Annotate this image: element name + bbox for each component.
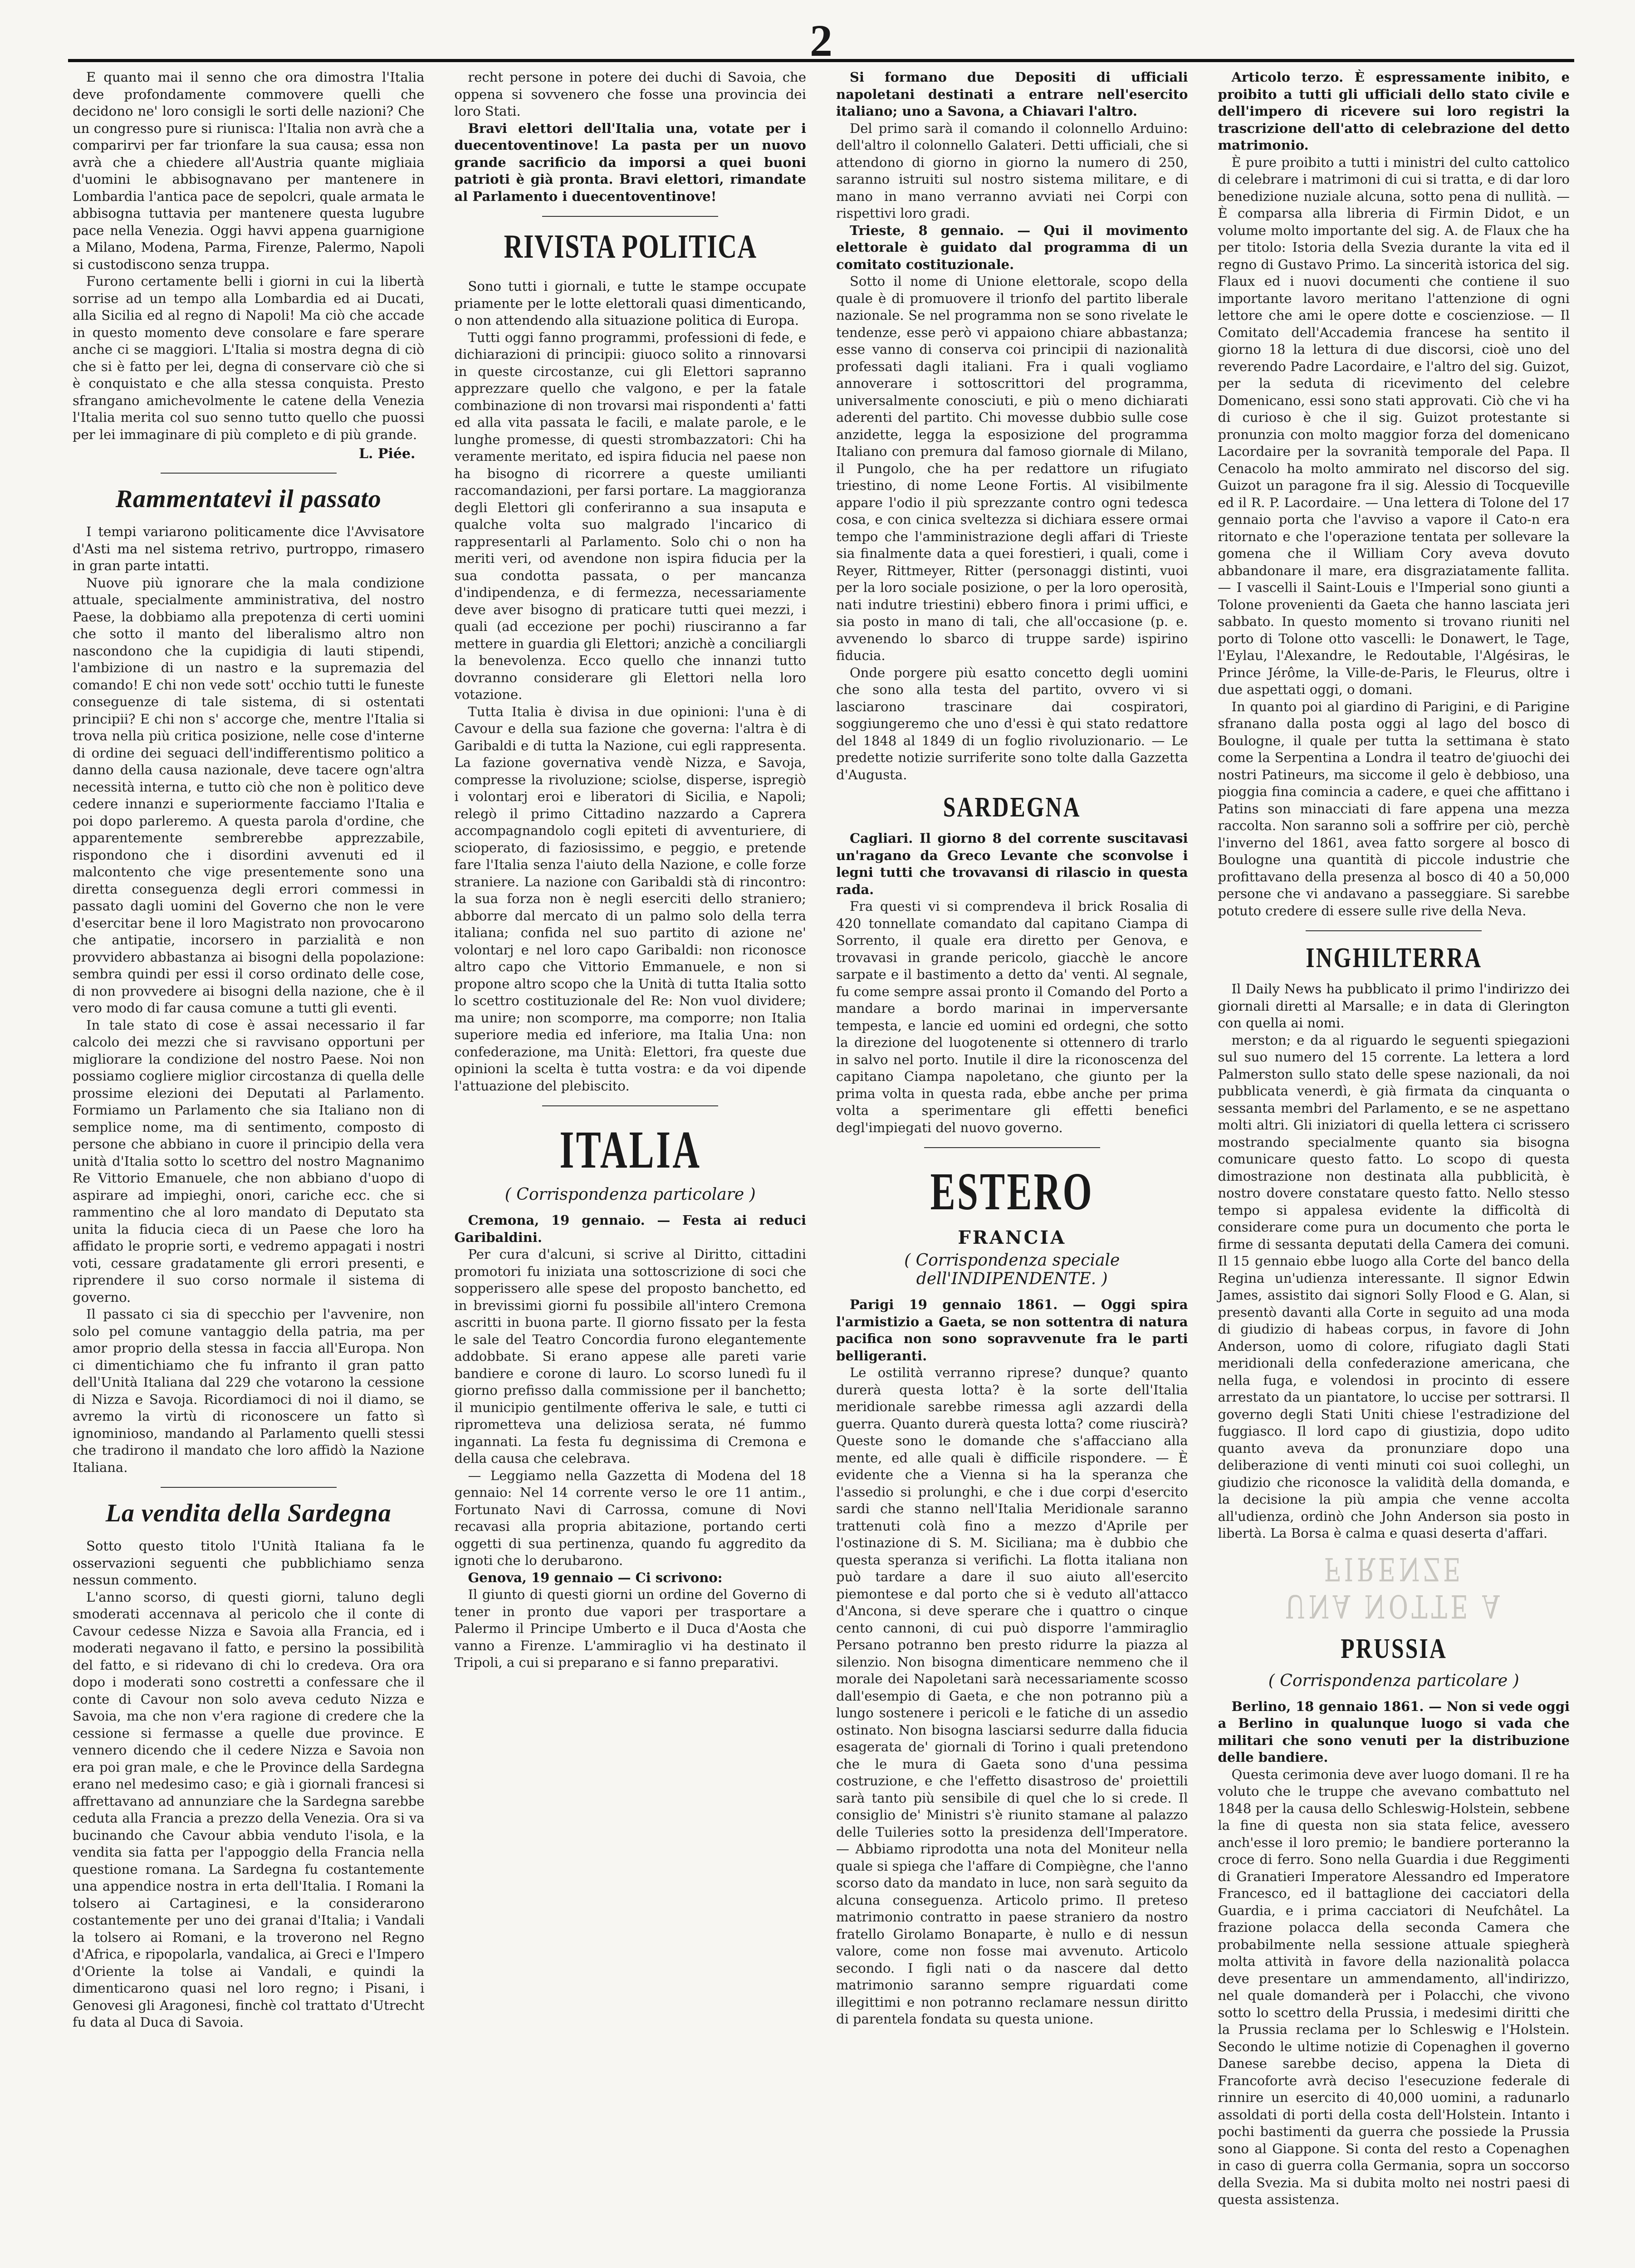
headline-inghilterra: INGHILTERRA: [1305, 943, 1482, 973]
divider: [924, 1147, 1100, 1148]
inghilterra-lead: Il Daily News ha pubblicato il primo l'indirizzo dei giornali diretti al Marsalle; e in data di Glerington con quella ai nomi.: [1218, 981, 1570, 1031]
col4-top-text: Articolo terzo. È espressamente inibito, e proibito a tutti gli ufficiali dello stato civile e dell'impero di ricevere sui loro registri la trascrizione dell'atto di celebrazione del detto matrimonio.: [1218, 69, 1570, 153]
body-text: Nuove più ignorare che la mala condizione attuale, specialmente amministrativa, del nostro Paese, la dobbiamo alla prepotenza di certi uomini che sotto il manto del liberalismo altro non nascondono che la cupidigia di lauti stipendi, l'ambizione di un nastro e la supremazia del comando! E chi non vede sott' occhio tutti le funeste conseguenze di tale sistema, di si ostentati principii? E chi non s' accorge che, mentre l'Italia si trova nella più critica posizione, nelle cose d'interne di ordine dei seguaci dell'indifferentismo politico a danno della causa nazionale, deve tacere ogn'altra necessità interna, e tutto ciò che non è politico deve cedere innanzi e superiormente facciamo l'Italia e poi dopo parleremo. A questa parola d'ordine, che apparentemente sembrerebbe apprezzabile, rispondono che i disordini avvenuti ed il malcontento che vige presentemente sono una diretta conseguenza degli errori commessi in passato dagli uomini del Governo che non le vere d'esercitar bene il loro Magistrato non provocarono che antipatie, incorsero in parzialità e non provvidero abbastanza ai bisogni della popolazione: sembra quindi per essi il corso ordinato delle cose, di non provvedere ai bisogni della nazione, che è il vero modo di far causa comune a tutti gli eventi.: [73, 575, 425, 1016]
body-text: — Leggiamo nella Gazzetta di Modena del 18 gennaio: Nel 14 corrente verso le ore 11 antim., Fortunato Navi di Carrossa, comune di Novi recavasi alla propria abitazione, portando certi oggetti di sua pertinenza, quando fu aggredito da ignoti che lo derubarono.: [454, 1467, 806, 1568]
column-1: [68, 69, 429, 2268]
columns: [68, 69, 1574, 2268]
divider: [542, 216, 718, 217]
divider: [1306, 930, 1482, 931]
body-text: Questa cerimonia deve aver luogo domani. Il re ha voluto che le truppe che avevano combattuto nel 1848 per la causa dello Schleswig-Holstein, sebbene la fine di questa non sia stata felice, avessero anch'esse il loro premio; le bandiere porteranno la croce di ferro. Sono nella Guardia i due Reggimenti di Granatieri Imperatore Alessandro ed Imperatore Francesco, ed il battaglione dei cacciatori della Guardia, e i prima cacciatori di Neufchâtel. La frazione polacca della seconda Camera che probabilmente nella sessione attuale spiegherà molta attività in favore della nazionalità polacca deve presentare un ammendamento, all'indirizzo, nel quale domanderà per i Polacchi, che vivono sotto lo scettro della Prussia, i medesimi diritti che la Prussia reclama per lo Schleswig e l'Holstein. Secondo le ultime notizie di Copenaghen il governo Danese sarebbe deciso, appena la Dieta di Francoforte avrà deciso l'esecuzione federale di rinnire un esercito di 40,000 uomini, a radunarlo assoldati di porti della costa dell'Holstein. Intanto i pochi bastimenti da guerra che possiede la Prussia sono al Giappone. Si conta del resto a Copenaghen in caso di guerra colla Germania, sopra un soccorso della Svezia. Ma si dubita molto nei nostri paesi di questa assistenza.: [1218, 1766, 1570, 2207]
vendita-lead: Sotto questo titolo l'Unità Italiana fa le osservazioni seguenti che pubblichiamo senza nessun commento.: [73, 1538, 425, 1588]
headline-sardegna: SARDEGNA: [943, 792, 1081, 823]
francia-subtitle: ( Corrispondenza speciale dell'INDIPENDENTE. ): [904, 1251, 1120, 1288]
headline-italia: ITALIA: [559, 1120, 701, 1179]
page-number: 2: [810, 15, 832, 66]
column-3: [832, 69, 1193, 2268]
headline-prussia: PRUSSIA: [1340, 1633, 1447, 1664]
prussia-subtitle: ( Corrispondenza particolare ): [1268, 1671, 1519, 1690]
newspaper-page: [68, 15, 1574, 2268]
body-text: In tale stato di cose è assai necessario il far calcolo dei mezzi che si ravvisano opportuni per migliorare la condizione del nostro Paese. Noi non possiamo cogliere miglior circostanza di quella delle prossime elezioni dei Deputati al Parlamento. Formiamo un Parlamento che sia Italiano non di semplice nome, ma di sentimento, composto di persone che abbiano in cuore il principio della vera unità d'Italia sotto lo scettro del nostro Magnanimo Re Vittorio Emanuele, che non abbiano d'uopo di aspirare ad impieghi, onori, cariche ecc. che si rammentino che al loro mandato di Deputato sta unita la fiducia cieca di un Paese che loro ha affidato le proprie sorti, e vedremo appagati i nostri voti, cessare gradatamente gli errori presenti, e riprendere il suo corso normale il sistema di governo.: [73, 1017, 425, 1305]
body-text: Il passato ci sia di specchio per l'avvenire, non solo pel comune vantaggio della patria, ma per amor proprio della stessa in faccia all'Europa. Non ci dimentichiamo che fu infranto il gran patto dell'Unità Italiana dal 229 che votarono la cessione di Nizza e Savoja. Ricordiamoci di noi il diamo, se avremo la virtù di riconoscere un fatto sì ignominioso, mandando al Parlamento quelli stessi che tradirono il mandato che loro affidò la Nazione Italiana.: [73, 1306, 425, 1475]
signature: L. Piée.: [358, 446, 416, 462]
dateline-parigi: Parigi 19 gennaio 1861. — Oggi spira l'armistizio a Gaeta, se non sottentra di natura pacifica non sono sopravvenute fra le parti belligeranti.: [836, 1297, 1188, 1364]
col3-top-text: Si formano due Depositi di ufficiali napoletani destinati a entrare nell'esercito italiano; uno a Savona, a Chiavari l'altro.: [836, 69, 1188, 119]
headline-rivista-politica: RIVISTA POLITICA: [504, 228, 757, 265]
rivista-lead: Sono tutti i giornali, e tutte le stampe occupate priamente per le lotte elettorali quasi dimenticando, o non attendendo alla situazione politica di Europa.: [454, 279, 806, 328]
body-text: Tutti oggi fanno programmi, professioni di fede, e dichiarazioni di principii: giuoco solito a rinnovarsi in queste circostanze, cui gli Elettori sapranno apprezzare quello che valgono, e per la fatale combinazione di non trovarsi mai rispondenti a' fatti ed alla vita passata le facili, e malate parole, e le lunghe promesse, di questi strombazzatori: Chi ha veramente meritato, ed ispira fiducia nel paese non ha bisogno di ricorrere a queste umilianti raccomandazioni, per farsi portare. La maggioranza degli Elettori gli conferiranno a sua insaputa e qualche volta suo malgrado l'incarico di rappresentarli al Parlamento. Solo chi o non ha meriti veri, od avendone non ispira fiducia per la sua condotta passata, o per mancanza d'indipendenza, e di fermezza, necessariamente deve aver bisogno di praticare tutti quei mezzi, i quali (ad eccezione per pochi) riusciranno a far mettere in guardia gli Elettori; anzichè a conciliargli la benevolenza. Ecco quello che innanzi tutto dovranno considerare gli Elettori nella loro votazione.: [454, 329, 806, 702]
dateline-genova: Genova, 19 gennaio — Ci scrivono:: [468, 1569, 723, 1585]
body-text: In quanto poi al giardino di Parigini, e di Parigine sfranano dalla posta oggi al lago del bosco di Boulogne, il quale per tutta la settimana è stato come la Serpentina a Londra il teatro de'giuochi dei nostri Patineurs, ma siccome il gelo è debbioso, una pioggia fina comincia a cadere, e quei che affittano i Patins son minacciati di fare appena una mezza raccolta. Non saranno soli a soffrire per ciò, perchè l'inverno del 1861, avea fatto sorgere al bosco di Boulogne una quantità di piccole industrie che profittavano della presenza al bosco di 40 a 50,000 persone che vi andavano a passeggiare. Si sarebbe potuto credere di essere sulle rive della Neva.: [1218, 699, 1570, 919]
divider: [161, 473, 337, 474]
faded-bleedthrough-text: UNA NOTTE A FIRENZE: [1285, 1550, 1503, 1625]
dateline-cagliari: Cagliari. Il giorno 8 del corrente suscitavasi un'ragano da Greco Levante che sconvolse i legni tutti che trovavansi di rilascio in questa rada.: [836, 831, 1188, 897]
dateline-cremona: Cremona, 19 gennaio. — Festa ai reduci Garibaldini.: [454, 1212, 806, 1245]
headline-francia: FRANCIA: [958, 1227, 1067, 1248]
dateline-trieste: Trieste, 8 gennaio. — Qui il movimento elettorale è guidato dal programma di un comitato costituzionale.: [836, 222, 1188, 272]
col2-top-bold: Bravi elettori dell'Italia una, votate per i duecentoventinove! La pasta per un nuovo grande sacrificio da imporsi a quei buoni patrioti è già pronta. Bravi elettori, rimandate al Parlamento i duecentoventinove!: [454, 120, 806, 204]
body-text: merston; e da al riguardo le seguenti spiegazioni sul suo numero del 15 corrente. La lettera a lord Palmerston sullo stato delle spese nazionali, da noi pubblicata venerdì, è già firmata da cinquanta o sessanta membri del Parlamento, e se ne aspettano molti altri. Gli iniziatori di quella lettera ci scrissero mostrando specialmente quanto sia bisogna comunicare questo fatto. Lo scopo di questa dimostrazione non destinata alla pubblicità, è nostro dovere constatare questo fatto. Nello stesso tempo si appalesa evidente la difficoltà di considerare come pura un documento che porta le firme di sessanta deputati della Camera dei comuni. Il 15 gennaio ebbe luogo alla Corte del banco della Regina un'udienza interessante. Il signor Edwin James, assistito dai signori Solly Flood e G. Alan, si presentò davanti alla Corte in seguito ad una moda di giudizio di habeas corpus, in favore di John Anderson, uomo di colore, rifugiato dagli Stati meridionali della confederazione americana, che nella fuga, e volendosi in procinto di essere arrestato da un piantatore, lo uccise per sottrarsi. Il governo degli Stati Uniti chiese l'estradizione del fuggiasco. Il lord capo di giustizia, dopo udito quanto aveva da pronunziare dopo una deliberazione di venti minuti coi suoi colleghi, un giudizio che riconosce la validità della domanda, e la decisione la più ampia che venne accolta all'udienza, ordinò che John Anderson sia posto in libertà. La Borsa è calma e quasi deserta d'affari.: [1218, 1032, 1570, 1541]
col2-top-text: recht persone in potere dei duchi di Savoia, che oppena si sovvenero che fosse una provincia dei loro Stati.: [454, 69, 806, 119]
dateline-berlino: Berlino, 18 gennaio 1861. — Non si vede oggi a Berlino in qualunque luogo si vada che militari che sono venuti per la distribuzione delle bandiere.: [1218, 1698, 1570, 1765]
column-4: [1214, 69, 1575, 2268]
body-text: Il giunto di questi giorni un ordine del Governo di tener in pronto due vapori per trasportare a Palermo il Principe Umberto e il Duca d'Aosta che vanno a Firenze. L'ammiraglio vi ha destinato il Tripoli, a cui si preparano e si fanno preparativi.: [454, 1587, 806, 1670]
body-text: Furono certamente belli i giorni in cui la libertà sorrise ad un tempo alla Lombardia ed ai Ducati, alla Sicilia ed al regno di Napoli! Ma ciò che accade in questo momento deve consolare e fare sperare anche ci se maggiori. L'Italia si mostra degna di ciò che si è fatto per lei, degna di conservare ciò che si è conquistato e che alla stessa conquista. Presto sfrangano amichevolmente le catene della Venezia l'Italia merita col suo senno tutto quello che puossi per lei immaginare di più completo e di più grande.: [73, 274, 425, 442]
intro-paragraph: E quanto mai il senno che ora dimostra l'Italia deve profondamente commovere quelli che decidono ne' loro consigli le sorti delle nazioni? Che un congresso pure si riunisca: l'Italia non avrà che a comparirvi per far trionfare la sua causa; essa non avrà che a chiedere all'Austria quante migliaia d'uomini le abbisognavano per mantenere in Lombardia l'antica pace de sepolcri, quale armata le abbisogna tuttavia per mantenere questa lugubre pace nella Venezia. Oggi havvi appena guarnigione a Milano, Modena, Parma, Firenze, Palermo, Napoli si custodiscono senza truppa.: [73, 69, 425, 272]
body-text: Per cura d'alcuni, si scrive al Diritto, cittadini promotori fu iniziata una sottoscrizione di soci che sopperissero alle spese del proposto banchetto, ed in brevissimi giorni fu possibile all'intero Cremona ascritti in buona parte. Il giorno fissato per la festa le sale del Teatro Concordia furono elegantemente addobbate. Si erano appese alle pareti varie bandiere e corone di lauro. Lo scorso lunedì fu il giorno prefisso dalla commissione per il banchetto; il municipio gentilmente offeriva le sale, e tutti ci riprometteva una deliziosa serata, né fummo ingannati. La festa fu degnissima di Cremona e della causa che celebrava.: [454, 1246, 806, 1466]
body-text: L'anno scorso, di questi giorni, taluno degli smoderati accennava al pericolo che il conte di Cavour cedesse Nizza e Savoia alla Francia, ed i moderati negavano il fatto, e persino la possibilità del fatto, e si ridevano di chi lo credeva. Ora ora dopo i moderati sono costretti a confessare che il conte di Cavour non solo aveva ceduto Nizza e Savoia, ma che non v'era ragione di credere che la cessione si fermasse a quelle due province. E vennero dicendo che il cedere Nizza e Savoia non era poi gran male, e che le Province della Sardegna erano nel medesimo caso; e già i giornali francesi si affrettavano ad annunziare che la Sardegna sarebbe ceduta alla Francia a prezzo della Venezia. Ora si va bucinando che Cavour abbia venduto l'isola, e la vendita sia fatta per l'appoggio della Francia nella questione romana. La Sardegna fu costantemente una appendice nostra in erta dell'Italia. I Romani la tolsero ai Cartaginesi, e la considerarono costantemente per uno dei granai d'Italia; i Vandali la tolsero ai Romani, e la troverono nel Regno d'Africa, e ripopolarla, vandalica, ai Greci e l'Impero d'Oriente la tolse ai Vandali, e quindi la dimenticarono quasi nel loro regno; i Pisani, i Genovesi gli Aragonesi, finchè col trattato d'Utrecht fu data al Duca di Savoia.: [73, 1589, 425, 2030]
headline-vendita-sardegna: La vendita della Sardegna: [105, 1499, 392, 1527]
italia-subtitle: ( Corrispondenza particolare ): [504, 1185, 756, 1204]
column-2: [450, 69, 811, 2268]
body-text: Fra questi vi si comprendeva il brick Rosalia di 420 tonnellate comandato dal capitano Ciampa di Sorrento, il quale era diretto per Genova, e trovavasi in grande pericolo, giacchè le ancore sarpate e il bastimento a detto da' venti. Al segnale, fu come sempre assai pronto il Comando del Porto a mandare a bordo marinai in imperversante tempesta, e lancie ed uomini ed ordegni, che sotto la direzione del luogotenente si ottennero di trarlo in salvo nel porto. Inutile il dire la riconoscenza del capitano Ciampa napoletano, che giunto per la prima volta in questa rada, ebbe anche per prima volta a sperimentare gli effetti benefici degl'impiegati del nuovo governo.: [836, 899, 1188, 1135]
headline-rammentatevi: Rammentatevi il passato: [115, 485, 382, 513]
body-text: Del primo sarà il comando il colonnello Arduino: dell'altro il colonnello Galateri. Detti ufficiali, che si attendono di giorno in giorno la numero di 250, saranno istruiti sul nostro sistema militare, e di mano in mano verranno avviati nei Corpi con rispettivi loro gradi.: [836, 120, 1188, 221]
divider: [542, 1105, 718, 1106]
body-text: Sotto il nome di Unione elettorale, scopo della quale è di promuovere il trionfo del partito liberale nazionale. Se nel programma non se sono rivelate le tendenze, esse però vi appaiono chiare abbastanza; esse vanno di conserva coi principii di nazionalità professati dagli italiani. Fra i quali vogliamo annoverare i sottoscrittori del programma, universalmente conosciuti, e più o meno dichiarati aderenti del partito. Chi movesse dubbio sulle cose anzidette, legga la esposizione del programma Italiano con premura dal famoso giornale di Milano, il Pungolo, che ha per redattore un rifugiato triestino, di nome Leone Fortis. Al visibilmente appare l'odio il più sprezzante contro ogni tedesca cosa, e con cinica sveltezza si dichiara essere ormai tempo che l'amministrazione degli affari di Trieste sia finalmente data a quei forestieri, i quali, come i Reyer, Rittmeyer, Ritter (personaggi distinti, vuoi per la loro sociale posizione, o per la loro operosità, nati indutre triestini) ebbero finora i primi uffici, e sia posto in mano di tali, che all'occasione (p. e. avvenendo lo sbarco di truppe sarde) ispirino fiducia.: [836, 274, 1188, 663]
body-text: Onde porgere più esatto concetto degli uomini che sono alla testa del partito, ovvero vi si lasciarono trascinare dai cospiratori, soggiungeremo che uno d'essi è qui stato redattore del 1848 al 1849 di un foglio rivoluzionario. — Le predette notizie surriferite sono tolte dalla Gazzetta d'Augusta.: [836, 665, 1188, 782]
body-text: Le ostilità verranno riprese? dunque? quanto durerà questa lotta? è la sorte dell'Italia meridionale sarebbe rimessa agli azzardi della guerra. Quanto durerà questa lotta? come riuscirà? Queste sono le domande che s'affacciano alla mente, ed alle quali è difficile rispondere. — È evidente che a Vienna si ha la speranza che l'assedio si prolunghi, e che i due corpi d'esercito sardi che stanno nell'Italia Meridionale saranno trattenuti colà fino a mezzo d'Aprile per l'ostinazione di S. M. Siciliana; ma è dubbio che questa speranza si verifichi. La flotta italiana non può tardare a dare il suo aiuto all'esercito piemontese e dal porto che si è veduto all'attacco d'Ancona, si deve sperare che i quattro o cinque cento cannoni, di cui può disporre l'ammiraglio Persano potranno ben presto ridurre la piazza al silenzio. Non bisogna dimenticare nemmeno che il morale dei Napoletani sarà necessariamente scosso dall'esempio di Gaeta, e che non potranno più a lungo sostenere i pericoli e le fatiche di un assedio ostinato. Non bisogna lasciarsi sedurre dalla fiducia esagerata de' giornali di Torino i quali pretendono che le mura di Gaeta sono d'una pessima costruzione, e che l'effetto disastroso de' proiettili sarà tanto più sensibile di quel che lo si crede. Il consiglio de' Ministri s'è riunito stamane al palazzo delle Tuileries sotto la presidenza dell'Imperatore. — Abbiamo riprodotta una nota del Moniteur nella quale si spiega che l'affare di Compiègne, che l'anno scorso dato da mandato in luce, non sarà seguito da alcuna conseguenza. Articolo primo. Il preteso matrimonio contratto in paese straniero da nostro fratello Girolamo Bonaparte, è nullo e di nessun valore, come non fosse mai avvenuto. Articolo secondo. I figli nati o da nascere dal detto matrimonio saranno sempre riguardati come illegittimi e non potranno reclamare nessun diritto di parentela fondata su questa unione.: [836, 1365, 1188, 2027]
headline-estero: ESTERO: [930, 1162, 1094, 1221]
divider: [161, 1487, 337, 1488]
body-text: Tutta Italia è divisa in due opinioni: l'una è di Cavour e della sua fazione che governa: l'altra è di Garibaldi e di tutta la Nazione, cui egli rappresenta. La fazione governativa vendè Nizza, e Savoja, compresse la rivoluzione; sciolse, disperse, ispregiò i volontarj eroi e liberatori di Sicilia, e Napoli; relegò il primo Cittadino nazzardo a Caprera accompagnandolo cogli epiteti di avventuriere, di scioperato, di faziosissimo, e peggio, e pretende fare l'Italia senza l'aiuto della Nazione, e colle forze straniere. La nazione con Garibaldi stà di rincontro: la sua forza non è negli eserciti dello straniero; abborre dal mercato di un palmo solo della terra italiana; confida nel suo partito di azione ne' volontarj e nel loro capo Garibaldi: non riconosce altro capo che Vittorio Emmanuele, e non si propone altro scopo che la Unità di tutta Italia sotto lo scettro costituzionale del Re: Non vuol dividere; ma unire; non scomporre, ma comporre; non Italia superiore media ed inferiore, ma Italia Una: non confederazione, ma Unità: Elettori, fra queste due opinioni la scelta è tutta vostra: e da voi dipende l'attuazione del plebiscito.: [454, 704, 806, 1094]
page-header: [68, 15, 1574, 66]
rammentatevi-lead: I tempi variarono politicamente dice l'Avvisatore d'Asti ma nel sistema retrivo, purtroppo, rimasero in gran parte intatti.: [73, 524, 425, 573]
body-text: È pure proibito a tutti i ministri del culto cattolico di celebrare i matrimoni di cui si tratta, e di dar loro benedizione nuziale alcuna, sotto pena di nullità. — È comparsa alla libreria di Firmin Didot, e un volume molto importante del sig. A. de Flaux che ha per titolo: Istoria della Svezia durante la vita ed il regno di Gustavo Primo. La sincerità istorica del sig. Flaux ed i nuovi documenti che contiene il suo importante lavoro meritano l'attenzione di ogni lettore che ami le opere dotte e coscienziose. — Il Comitato dell'Accademia francese ha sentito il giorno 18 la lettura di due discorsi, cioè uno del reverendo Padre Lacordaire, e l'altro del sig. Guizot, per la seduta di ricevimento del celebre Domenicano, essi sono stati approvati. Ciò che vi ha di curioso è che il sig. Guizot protestante si pronunzia con molto maggior forza del domenicano Lacordaire per la sovranità temporale del Papa. Il Cenacolo ha molto ammirato nel discorso del sig. Guizot un paragone fra il sig. Alessio di Tocqueville ed il R. P. Lacordaire. — Una lettera di Tolone del 17 gennaio porta che l'avviso a vapore il Cato-n era ritornato e che l'operazione tentata per sollevare la gomena che il William Cory aveva dovuto abbandonare il mare, era disgraziatamente fallita. — I vascelli il Saint-Louis e l'Imperial sono giunti a Tolone provenienti da Gaeta che hanno lasciata jeri sabbato. In questo momento si trovano riuniti nel porto di Tolone otto vascelli: le Donawert, le Tage, l'Eylau, l'Alexandre, le Redoutable, l'Algésiras, le Prince Jérôme, la Ville-de-Paris, le Fleurus, oltre i due aspettati oggi, o domani.: [1218, 154, 1570, 697]
